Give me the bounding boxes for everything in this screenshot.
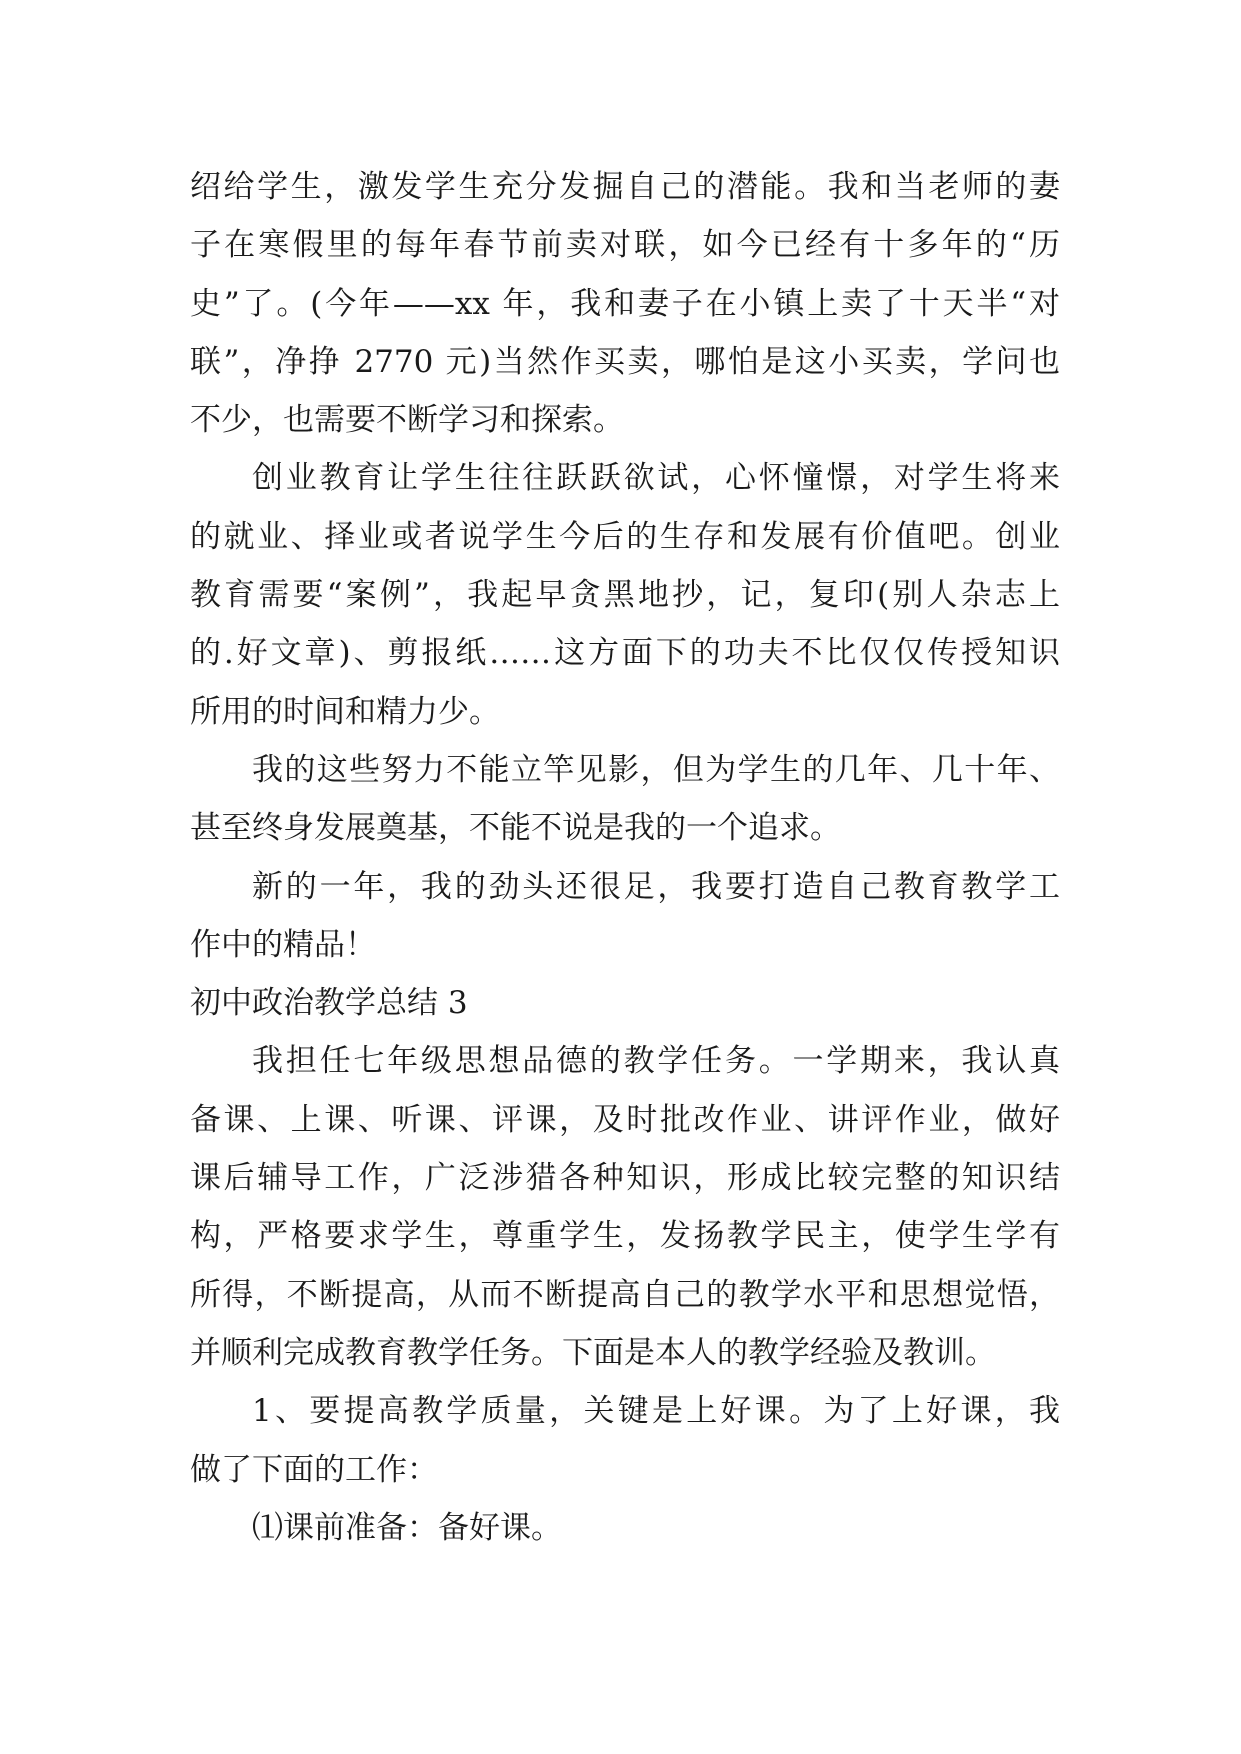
text-line: 作中的精品！	[190, 926, 376, 963]
document-body	[190, 158, 1060, 1557]
text-line: 子在寒假里的每年春节前卖对联，如今已经有十多年的“历	[190, 227, 1060, 264]
text-line: 不少，也需要不断学习和探索。	[190, 402, 624, 439]
text-line: 构，严格要求学生，尊重学生，发扬教学民主，使学生学有	[190, 1218, 1060, 1255]
list-item: ⑴课前准备：备好课。	[252, 1509, 562, 1546]
text-line: 课后辅导工作，广泛涉猎各种知识，形成比较完整的知识结	[190, 1160, 1060, 1197]
text-line: 教育需要“案例”，我起早贪黑地抄，记，复印(别人杂志上	[190, 577, 1060, 614]
paragraph-first-line: 创业教育让学生往往跃跃欲试，心怀憧憬，对学生将来	[252, 460, 1060, 497]
text-line: 备课、上课、听课、评课，及时批改作业、讲评作业，做好	[190, 1101, 1060, 1138]
text-line: 史”了。(今年——xx 年，我和妻子在小镇上卖了十天半“对	[190, 285, 1060, 322]
paragraph-first-line: 我担任七年级思想品德的教学任务。一学期来，我认真	[252, 1043, 1060, 1080]
section-heading: 初中政治教学总结 3	[190, 985, 468, 1022]
paragraph-first-line: 1、要提高教学质量，关键是上好课。为了上好课，我	[252, 1393, 1060, 1430]
text-line: 的.好文章)、剪报纸……这方面下的功夫不比仅仅传授知识	[190, 635, 1060, 672]
paragraph-first-line: 我的这些努力不能立竿见影，但为学生的几年、几十年、	[252, 751, 1060, 788]
text-line: 所用的时间和精力少。	[190, 693, 500, 730]
paragraph-first-line: 新的一年，我的劲头还很足，我要打造自己教育教学工	[252, 868, 1060, 905]
text-line: 甚至终身发展奠基，不能不说是我的一个追求。	[190, 810, 841, 847]
text-line: 所得，不断提高，从而不断提高自己的教学水平和思想觉悟，	[190, 1276, 1060, 1313]
text-line: 的就业、择业或者说学生今后的生存和发展有价值吧。创业	[190, 518, 1060, 555]
text-line: 并顺利完成教育教学任务。下面是本人的教学经验及教训。	[190, 1334, 996, 1371]
text-line: 绍给学生，激发学生充分发掘自己的潜能。我和当老师的妻	[190, 169, 1060, 205]
text-line: 做了下面的工作：	[190, 1451, 438, 1488]
text-line: 联”，净挣 2770 元)当然作买卖，哪怕是这小买卖，学问也	[190, 343, 1060, 380]
